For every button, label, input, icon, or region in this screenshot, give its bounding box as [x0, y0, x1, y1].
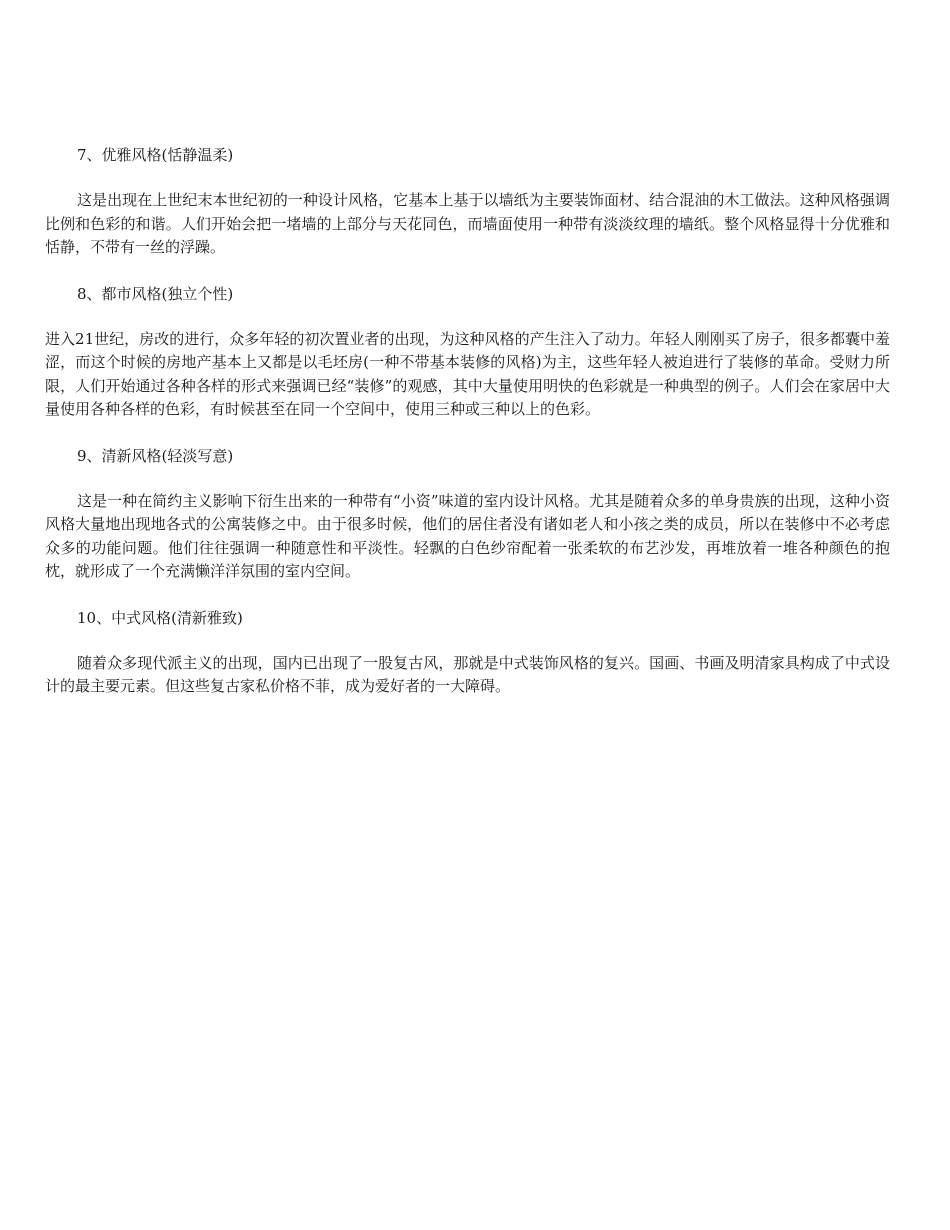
section-body-8: 进入21世纪，房改的进行，众多年轻的初次置业者的出现，为这种风格的产生注入了动力。年轻人刚刚买了房子，很多都囊中羞涩，而这个时候的房地产基本上又都是以毛坯房(一种不带基本装修的风格)为主，这些年轻人被迫进行了装修的革命。受财力所限，人们开始通过各种各样的形式来强调已经“装修”的观感，其中大量使用明快的色彩就是一种典型的例子。人们会在家居中大量使用各种各样的色彩，有时候甚至在同一个空间中，使用三种或三种以上的色彩。 [45, 329, 890, 418]
section-heading-9: 9、清新风格(轻淡写意) [77, 446, 234, 465]
section-heading-8: 8、都市风格(独立个性) [77, 284, 234, 303]
section-heading-7: 7、优雅风格(恬静温柔) [77, 146, 234, 164]
section-heading-10: 10、中式风格(清新雅致) [77, 608, 243, 627]
section-body-9: 这是一种在简约主义影响下衍生出来的一种带有“小资”味道的室内设计风格。尤其是随着众多的单身贵族的出现，这种小资风格大量地出现地各式的公寓装修之中。由于很多时候，他们的居住者没有诸如老人和小孩之类的成员，所以在装修中不必考虑众多的功能问题。他们往往强调一种随意性和平淡性。轻飘的白色纱帘配着一张柔软的布艺沙发，再堆放着一堆各种颜色的抱枕，就形成了一个充满懒洋洋氛围的室内空间。 [45, 491, 890, 580]
document-page [45, 143, 890, 699]
section-body-10: 随着众多现代派主义的出现，国内已出现了一股复古风，那就是中式装饰风格的复兴。国画、书画及明清家具构成了中式设计的最主要元素。但这些复古家私价格不菲，成为爱好者的一大障碍。 [45, 653, 890, 695]
section-body-7: 这是出现在上世纪末本世纪初的一种设计风格，它基本上基于以墙纸为主要装饰面材、结合混油的木工做法。这种风格强调比例和色彩的和谐。人们开始会把一堵墙的上部分与天花同色，而墙面使用一种带有淡淡纹理的墙纸。整个风格显得十分优雅和恬静，不带有一丝的浮躁。 [45, 191, 890, 256]
